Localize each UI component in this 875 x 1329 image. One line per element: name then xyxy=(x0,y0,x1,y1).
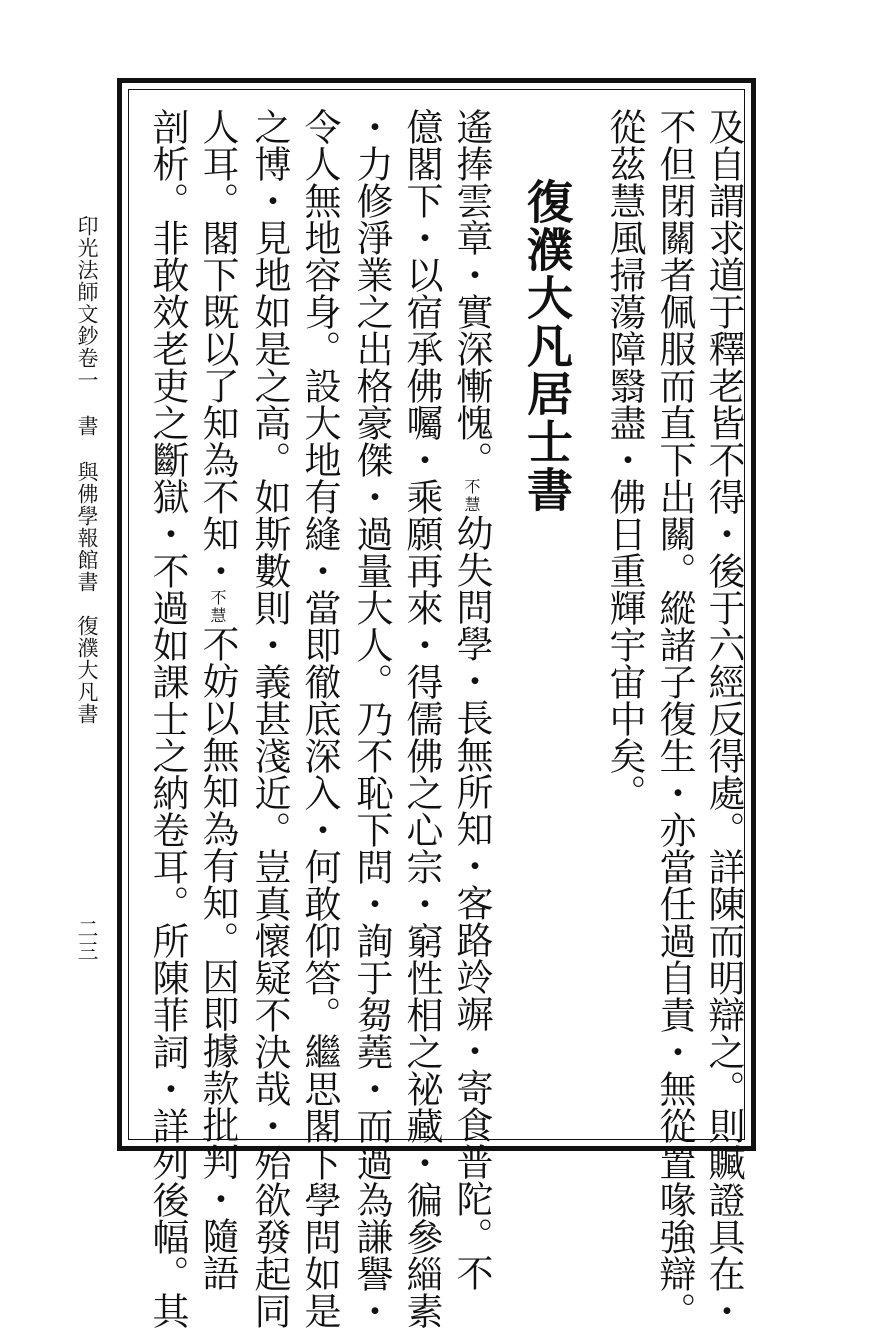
self-reference-note: 不慧 xyxy=(462,478,481,514)
page-number: 二三 xyxy=(75,918,99,962)
text-column-7: 令人無地容身。設大地有縫・當即徹底深入・何敢仰答。繼思閣下學問如是 xyxy=(298,108,341,1329)
letter-title: 復濮大凡居士書 xyxy=(520,178,574,514)
text-column-3: 從茲慧風掃蕩障翳盡・佛日重輝宇宙中矣。 xyxy=(603,108,646,811)
text-column-6: ・力修淨業之出格豪傑・過量大人。乃不恥下問・詢于芻蕘・而過為謙譽・ xyxy=(350,108,393,1329)
text-column-5: 億閣下・以宿承佛囑・乘願再來・得儒佛之心宗・窮性相之祕藏・徧參緇素 xyxy=(400,108,443,1329)
text-column-1: 及自謂求道于釋老皆不得・後于六經反得處。詳陳而明辯之。則贓證具在・ xyxy=(702,108,745,1329)
category-label: 書 xyxy=(75,415,99,437)
text-column-9: 人耳。閣下既以了知為不知・不慧不妨以無知為有知。因即據款批判・隨語 xyxy=(196,108,239,1291)
text-column-8: 之博・見地如是之高。如斯數則・義甚淺近。豈真懷疑不決哉・殆欲發起同 xyxy=(248,108,291,1329)
self-reference-note: 不慧 xyxy=(208,589,227,625)
book-title: 印光法師文鈔卷一 xyxy=(75,215,99,391)
text-column-2: 不但閉關者佩服而直下出關。縱諸子復生・亦當任過自責・無從置喙強辯。 xyxy=(653,108,696,1329)
section-titles: 與佛學報館書 復濮大凡書 xyxy=(75,461,99,725)
text-column-4: 遙捧雲章・實深慚愧。不慧幼失問學・長無所知・客路竛竮・寄食普陀。不 xyxy=(450,108,493,1291)
text-column-10: 剖析。非敢效老吏之斷獄・不過如課士之納卷耳。所陳菲詞・詳列後幅。其 xyxy=(146,108,189,1329)
running-head xyxy=(76,215,97,725)
